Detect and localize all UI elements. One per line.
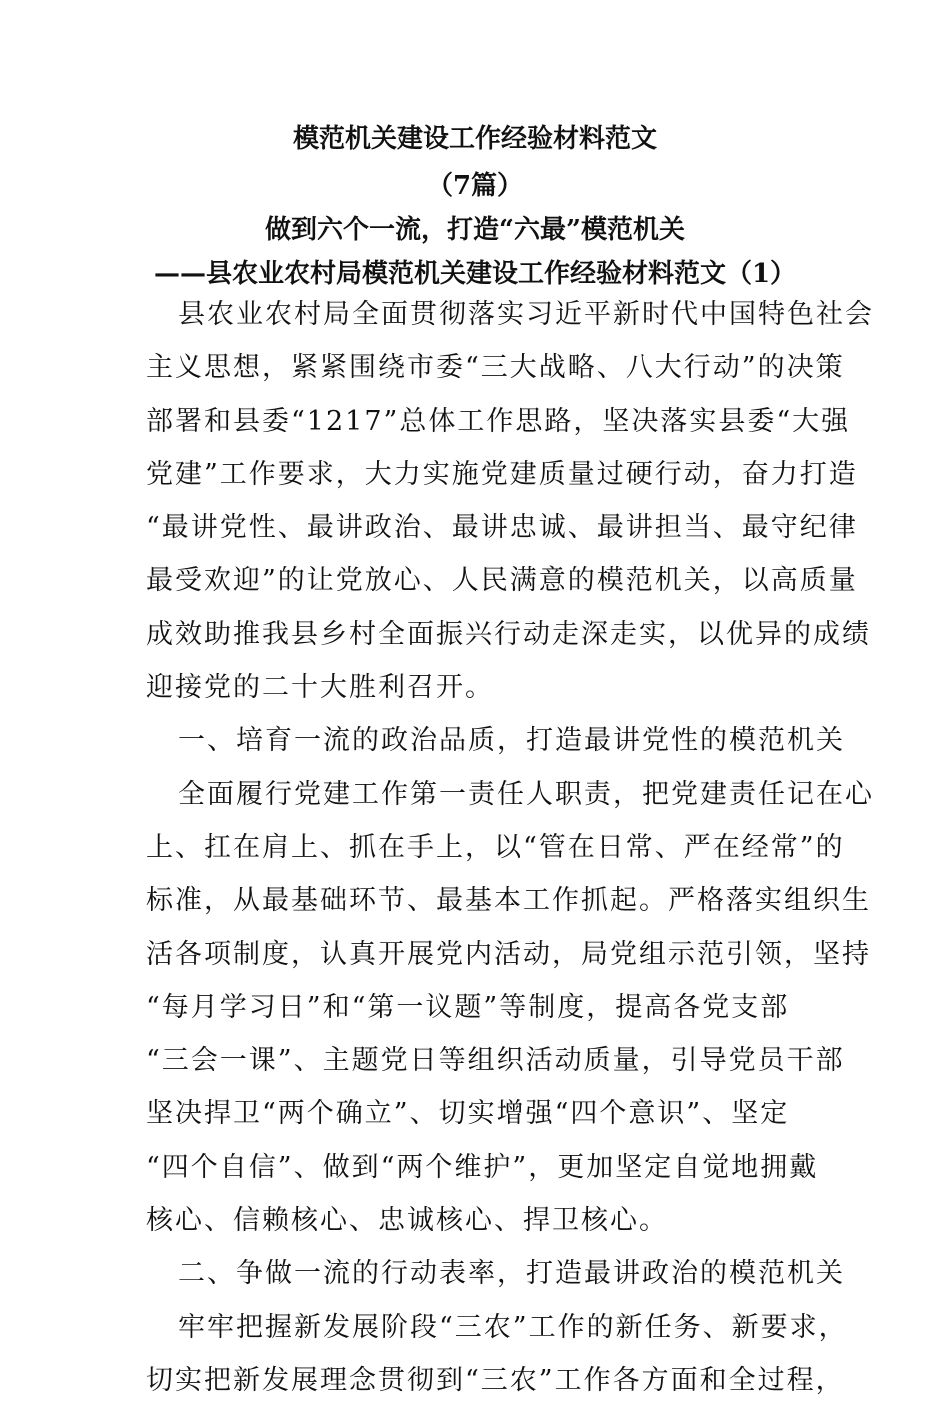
paragraph-line: 核心、信赖核心、忠诚核心、捍卫核心。 — [146, 1205, 668, 1237]
paragraph-line: “每月学习日”和“第一议题”等制度，提高各党支部 — [146, 991, 790, 1023]
paragraph-line: 切实把新发展理念贯彻到“三农”工作各方面和全过程， — [146, 1364, 845, 1396]
paragraph-line: 成效助推我县乡村全面振兴行动走深走实，以优异的成绩 — [146, 618, 871, 650]
body-text — [146, 288, 874, 1407]
paragraph-line: 主义思想，紧紧围绕市委“三大战略、八大行动”的决策 — [146, 352, 845, 384]
paragraph-line: 上、扛在肩上、抓在手上，以“管在日常、严在经常”的 — [146, 831, 845, 863]
paragraph-line: “四个自信”、做到“两个维护”，更加坚定自觉地拥戴 — [146, 1151, 819, 1183]
paragraph-line: 牢牢把握新发展阶段“三农”工作的新任务、新要求， — [178, 1311, 848, 1343]
article-subtitle: ——县农业农村局模范机关建设工作经验材料范文（1） — [153, 259, 797, 289]
paragraph-line: 全面履行党建工作第一责任人职责，把党建责任记在心 — [178, 778, 874, 810]
paragraph-line: 党建”工作要求，大力实施党建质量过硬行动，奋力打造 — [146, 458, 858, 490]
paragraph-line: 坚决捍卫“两个确立”、切实增强“四个意识”、坚定 — [146, 1098, 790, 1130]
paragraph-line: 活各项制度，认真开展党内活动，局党组示范引领，坚持 — [146, 938, 871, 970]
paragraph-line: “最讲党性、最讲政治、最讲忠诚、最讲担当、最守纪律 — [146, 512, 858, 544]
document-count: （7篇） — [426, 171, 524, 201]
paragraph-line: 部署和县委“1217”总体工作思路，坚决落实县委“大强 — [146, 405, 851, 437]
section-heading: 一、培育一流的政治品质，打造最讲党性的模范机关 — [178, 725, 845, 757]
article-title: 做到六个一流，打造“六最”模范机关 — [265, 215, 685, 245]
section-heading: 二、争做一流的行动表率，打造最讲政治的模范机关 — [178, 1258, 845, 1290]
paragraph-line: 迎接党的二十大胜利召开。 — [146, 672, 494, 704]
paragraph-line: “三会一课”、主题党日等组织活动质量，引导党员干部 — [146, 1045, 845, 1077]
paragraph-line: 标准，从最基础环节、最基本工作抓起。严格落实组织生 — [146, 885, 871, 917]
paragraph-line: 县农业农村局全面贯彻落实习近平新时代中国特色社会 — [178, 299, 874, 330]
paragraph-line: 最受欢迎”的让党放心、人民满意的模范机关，以高质量 — [146, 565, 858, 597]
document-title: 模范机关建设工作经验材料范文 — [292, 124, 657, 154]
